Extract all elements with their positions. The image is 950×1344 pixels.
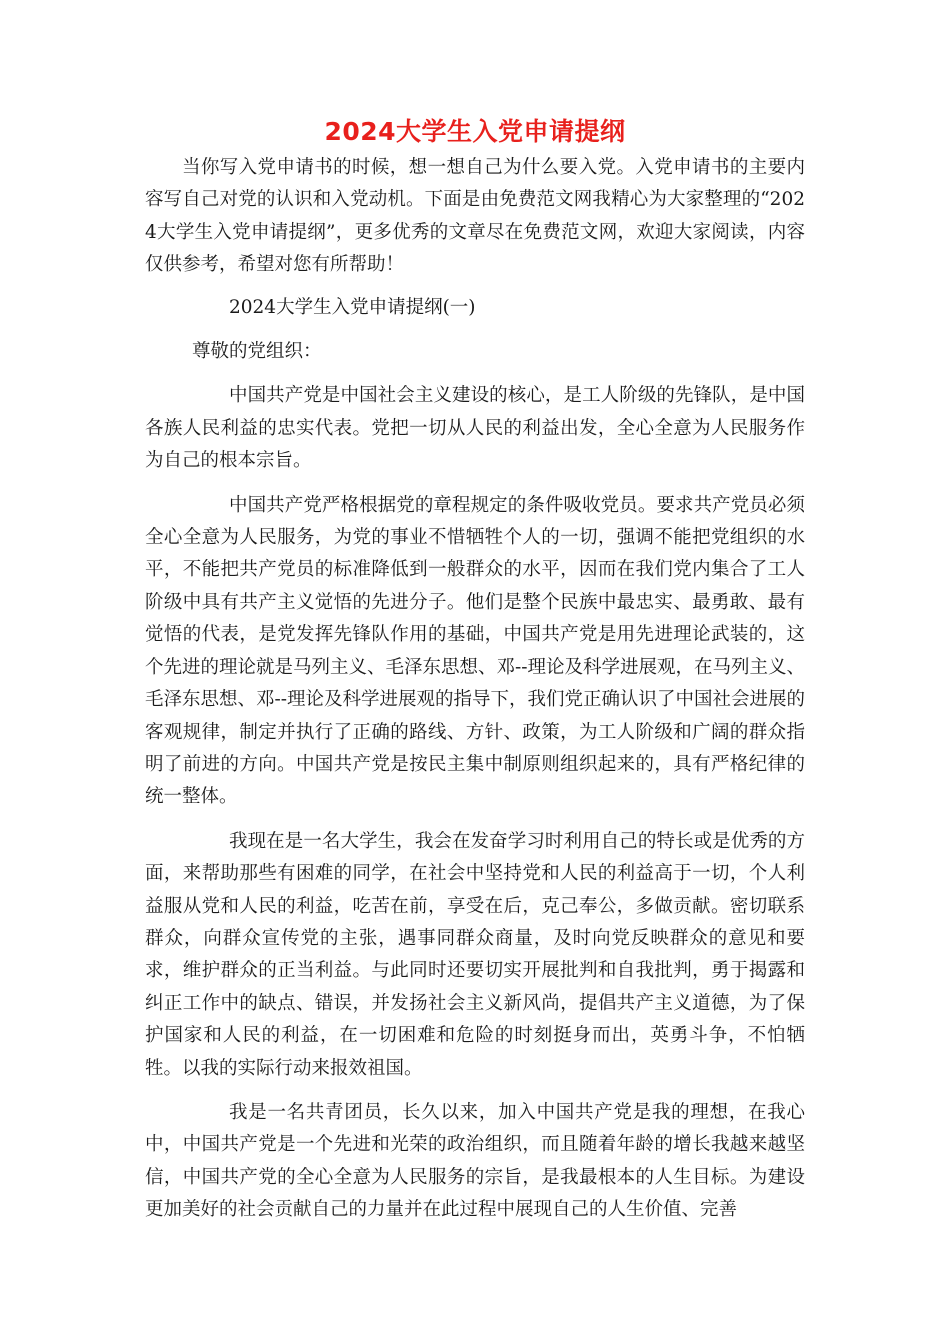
document-title: 2024大学生入党申请提纲 bbox=[324, 117, 626, 146]
document-page bbox=[145, 112, 805, 1227]
body-paragraph-4: 我是一名共青团员，长久以来，加入中国共产党是我的理想，在我心中，中国共产党是一个先进和光荣的政治组织，而且随着年龄的增长我越来越坚信，中国共产党的全心全意为人民服务的宗旨，是我最根本的人生目标。为建设更加美好的社会贡献自己的力量并在此过程中展现自己的人生价值、完善 bbox=[145, 1101, 805, 1221]
section-subtitle: 2024大学生入党申请提纲(一) bbox=[229, 296, 476, 318]
intro-paragraph: 当你写入党申请书的时候，想一想自己为什么要入党。入党申请书的主要内容写自己对党的认识和入党动机。下面是由免费范文网我精心为大家整理的“2024大学生入党申请提纲”，更多优秀的文章尽在免费范文网，欢迎大家阅读，内容仅供参考，希望对您有所帮助！ bbox=[145, 157, 805, 276]
body-paragraph-1: 中国共产党是中国社会主义建设的核心，是工人阶级的先锋队，是中国各族人民利益的忠实代表。党把一切从人民的利益出发，全心全意为人民服务作为自己的根本宗旨。 bbox=[145, 385, 805, 472]
body-paragraph-2: 中国共产党严格根据党的章程规定的条件吸收党员。要求共产党员必须全心全意为人民服务，为党的事业不惜牺牲个人的一切，强调不能把党组织的水平，不能把共产党员的标准降低到一般群众的水平，因而在我们党内集合了工人阶级中具有共产主义觉悟的先进分子。他们是整个民族中最忠实、最勇敢、最有觉悟的代表，是党发挥先锋队作用的基础，中国共产党是用先进理论武装的，这个先进的理论就是马列主义、毛泽东思想、邓--理论及科学进展观，在马列主义、毛泽东思想、邓--理论及科学进展观的指导下，我们党正确认识了中国社会进展的客观规律，制定并执行了正确的路线、方针、政策，为工人阶级和广阔的群众指明了前进的方向。中国共产党是按民主集中制原则组织起来的，具有严格纪律的统一整体。 bbox=[145, 494, 806, 808]
salutation: 尊敬的党组织： bbox=[192, 341, 322, 363]
body-paragraph-3: 我现在是一名大学生，我会在发奋学习时利用自己的特长或是优秀的方面，来帮助那些有困难的同学，在社会中坚持党和人民的利益高于一切，个人利益服从党和人民的利益，吃苦在前，享受在后，克己奉公，多做贡献。密切联系群众，向群众宣传党的主张，遇事同群众商量，及时向党反映群众的意见和要求，维护群众的正当利益。与此同时还要切实开展批判和自我批判，勇于揭露和纠正工作中的缺点、错误，并发扬社会主义新风尚，提倡共产主义道德，为了保护国家和人民的利益，在一切困难和危险的时刻挺身而出，英勇斗争，不怕牺牲。以我的实际行动来报效祖国。 bbox=[145, 830, 805, 1079]
